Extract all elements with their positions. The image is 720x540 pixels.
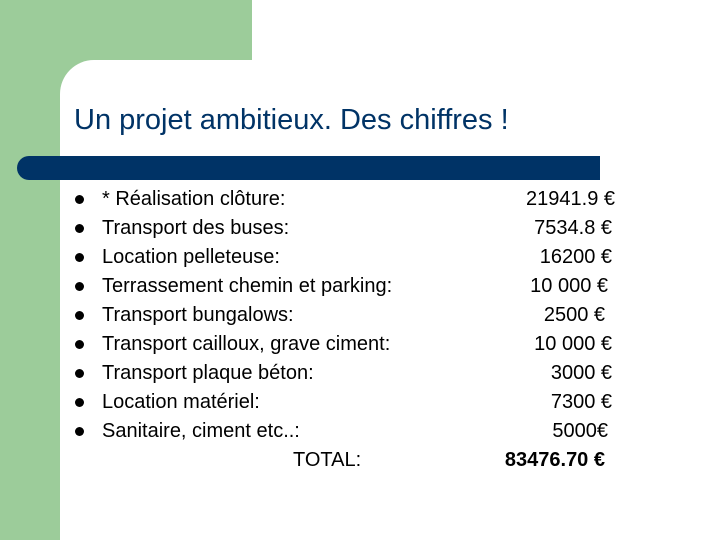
list-item — [0, 330, 720, 358]
bullet-icon — [75, 369, 84, 378]
item-amount: 2500 € — [543, 304, 605, 326]
total-amount: 83476.70 € — [504, 449, 605, 471]
item-label: Sanitaire, ciment etc..: — [102, 420, 300, 442]
list-item — [0, 388, 720, 416]
bullet-icon — [75, 340, 84, 349]
slide-title: Un projet ambitieux. Des chiffres ! — [74, 104, 509, 136]
list-item — [0, 417, 720, 445]
item-label: Transport bungalows: — [102, 304, 294, 326]
bullet-icon — [75, 427, 84, 436]
list-item — [0, 359, 720, 387]
bullet-icon — [75, 224, 84, 233]
list-item — [0, 185, 720, 213]
bullet-icon — [75, 311, 84, 320]
total-row — [0, 446, 720, 474]
bullet-icon — [75, 195, 84, 204]
item-label: Location pelleteuse: — [102, 246, 280, 268]
item-amount: 7534.8 € — [534, 217, 612, 239]
item-label: Transport des buses: — [102, 217, 290, 239]
total-label: TOTAL: — [293, 449, 362, 471]
list-item — [0, 301, 720, 329]
list-item — [0, 214, 720, 242]
item-label: Transport plaque béton: — [102, 362, 314, 384]
title-rule — [17, 156, 600, 180]
item-amount: 5000€ — [552, 420, 608, 442]
item-amount: 16200 € — [539, 246, 612, 268]
bullet-icon — [75, 398, 84, 407]
item-label: Location matériel: — [102, 391, 260, 413]
item-amount: 7300 € — [550, 391, 612, 413]
item-amount: 3000 € — [550, 362, 612, 384]
bullet-icon — [75, 282, 84, 291]
item-amount: 10 000 € — [530, 275, 608, 297]
item-amount: 10 000 € — [534, 333, 612, 355]
item-label: Terrassement chemin et parking: — [102, 275, 393, 297]
item-label: Transport cailloux, grave ciment: — [102, 333, 391, 355]
item-label: * Réalisation clôture: — [102, 188, 286, 210]
list-item — [0, 272, 720, 300]
item-amount: 21941.9 € — [526, 188, 615, 210]
list-item — [0, 243, 720, 271]
bullet-icon — [75, 253, 84, 262]
